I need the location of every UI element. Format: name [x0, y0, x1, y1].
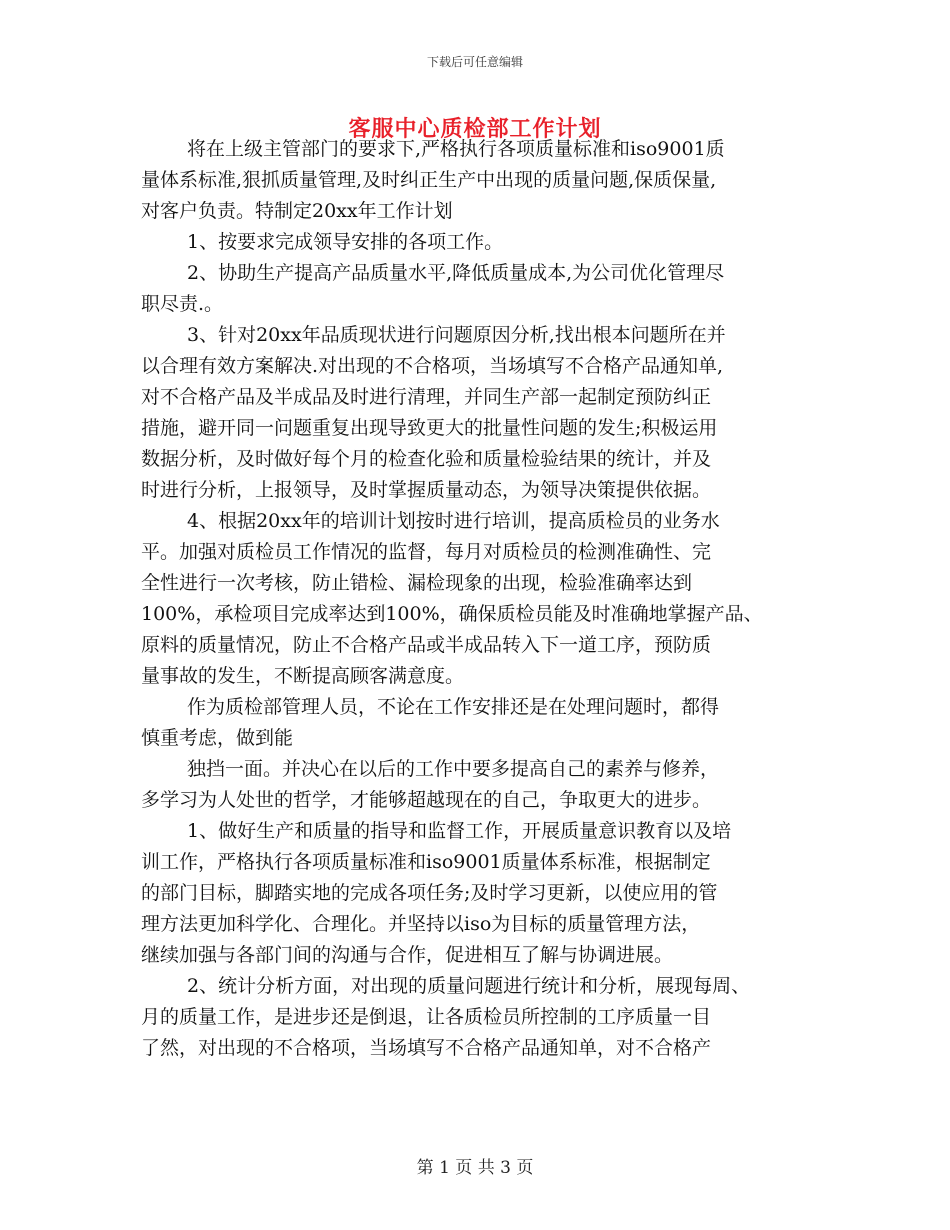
document-title: 客服中心质检部工作计划: [348, 116, 602, 142]
body-line: 全性进行一次考核，防止错检、漏检现象的出现，检验准确率达到: [141, 572, 693, 594]
body-line: 3、针对20xx年品质现状进行问题原因分析,找出根本问题所在并: [187, 324, 726, 346]
body-line: 独挡一面。并决心在以后的工作中要多提高自己的素养与修养，: [187, 758, 720, 780]
body-line: 4、根据20xx年的培训计划按时进行培训，提高质检员的业务水: [187, 510, 720, 532]
body-line: 慎重考虑，做到能: [141, 727, 294, 749]
body-line: 继续加强与各部门间的沟通与合作，促进相互了解与协调进展。: [141, 944, 674, 966]
body-line: 理方法更加科学化、合理化。并坚持以iso为目标的质量管理方法，: [141, 913, 701, 935]
body-line: 100%，承检项目完成率达到100%，确保质检员能及时准确地掌握产品、: [141, 603, 763, 625]
body-line: 量事故的发生，不断提高顾客满意度。: [141, 665, 465, 687]
body-line: 的部门目标，脚踏实地的完成各项任务;及时学习更新，以使应用的管: [141, 882, 718, 904]
body-line: 1、按要求完成领导安排的各项工作。: [187, 231, 504, 253]
body-line: 措施，避开同一问题重复出现导致更大的批量性问题的发生;积极运用: [141, 417, 718, 439]
body-line: 以合理有效方案解决.对出现的不合格项，当场填写不合格产品通知单,: [141, 355, 724, 377]
body-line: 对客户负责。特制定20xx年工作计划: [141, 200, 453, 222]
body-line: 将在上级主管部门的要求下,严格执行各项质量标准和iso9001质: [187, 138, 725, 160]
body-line: 数据分析，及时做好每个月的检查化验和质量检验结果的统计，并及: [141, 448, 712, 470]
body-line: 训工作，严格执行各项质量标准和iso9001质量体系标准，根据制定: [141, 851, 711, 873]
body-line: 对不合格产品及半成品及时进行清理，并同生产部一起制定预防纠正: [141, 386, 712, 408]
body-line: 职尽责.。: [141, 293, 224, 315]
body-line: 时进行分析，上报领导，及时掌握质量动态，为领导决策提供依据。: [141, 479, 712, 501]
page-header: 下载后可任意编辑: [426, 55, 523, 69]
body-line: 2、协助生产提高产品质量水平,降低质量成本,为公司优化管理尽: [187, 262, 725, 284]
document-body: [141, 134, 813, 1064]
page-footer: 第 1 页 共 3 页: [416, 1158, 534, 1178]
body-line: 作为质检部管理人员，不论在工作安排还是在处理问题时，都得: [187, 696, 720, 718]
body-line: 1、做好生产和质量的指导和监督工作，开展质量意识教育以及培: [187, 820, 732, 842]
body-line: 原料的质量情况，防止不合格产品或半成品转入下一道工序，预防质: [141, 634, 712, 656]
body-line: 2、统计分析方面，对出现的质量问题进行统计和分析，展现每周、: [187, 975, 751, 997]
body-line: 月的质量工作，是进步还是倒退，让各质检员所控制的工序质量一目: [141, 1006, 712, 1028]
body-line: 量体系标准,狠抓质量管理,及时纠正生产中出现的质量问题,保质保量,: [141, 169, 717, 191]
body-line: 多学习为人处世的哲学，才能够超越现在的自己，争取更大的进步。: [141, 789, 712, 811]
body-line: 平。加强对质检员工作情况的监督，每月对质检员的检测准确性、完: [141, 541, 712, 563]
body-line: 了然，对出现的不合格项，当场填写不合格产品通知单，对不合格产: [141, 1037, 712, 1059]
